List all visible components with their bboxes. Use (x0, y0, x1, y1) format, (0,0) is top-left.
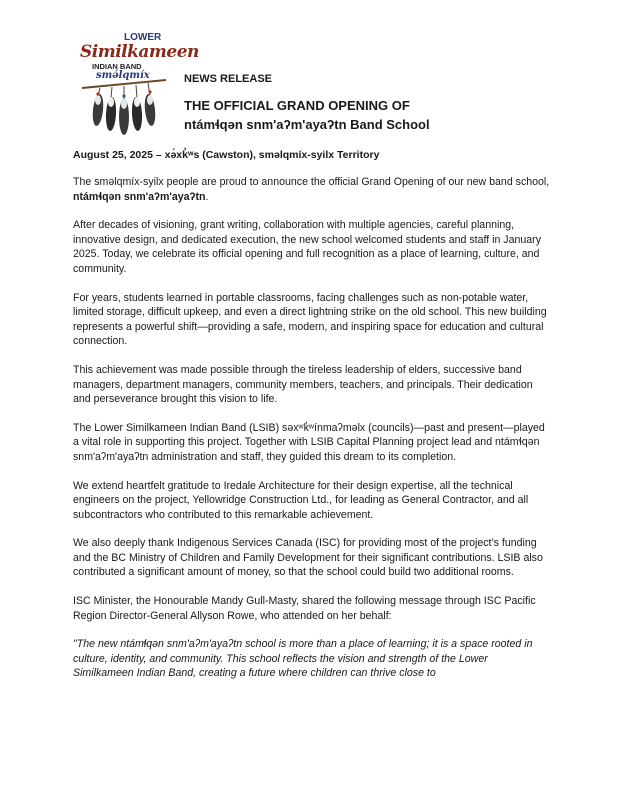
logo-text-indian-band: INDIAN BAND (92, 62, 142, 71)
paragraph-history: After decades of visioning, grant writing, collaboration with multiple agencies, careful planning, innovative design, and dedicated execution, the new school welcomed students and staff in January 2025. Today, we celebrate its official opening and full recognition as a place of learning, culture, and community. (73, 219, 541, 275)
headline-line-1: THE OFFICIAL GRAND OPENING OF (184, 98, 410, 113)
school-name: ntámɬqən snm'aʔm'ayaʔtn (73, 190, 206, 203)
news-release-label: NEWS RELEASE (184, 73, 273, 85)
headline-line-2: ntámɬqən snm'aʔm'ayaʔtn Band School (184, 117, 430, 132)
paragraph-text: . (205, 190, 209, 203)
logo-text-similkameen: Similkameen (80, 42, 199, 62)
dateline: August 25, 2025 – xə́xk̓ʷs (Cawston), sməlqmíx-syilx Territory (73, 149, 380, 161)
paragraph-funding: We also deeply thank Indigenous Services Canada (ISC) for providing most of the project’s funding and the BC Ministry of Children and Family Development for their significant contributions. LSIB also contributed a significant amount of money, so that the school could build two additional rooms. (73, 537, 543, 579)
logo-text-smelqmix: smə́lqmíx (96, 70, 150, 81)
article-body (73, 175, 551, 695)
paragraph-minister: ISC Minister, the Honourable Mandy Gull-Masty, shared the following message through ISC Pacific Region Director-General Allyson Rowe, who attended on her behalf: (73, 595, 536, 622)
minister-quote: "The new ntámɬqən snm'aʔm'ayaʔtn school is more than a place of learning; it is a space rooted in culture, identity, and community. This school reflects the vision and strength of the Lower Similkameen Indian Band, creating a future where children can thrive close to (73, 638, 533, 680)
paragraph-leadership: This achievement was made possible through the tireless leadership of elders, successive band managers, department managers, community members, teachers, and principals. Their dedication and perseverance brought this vision to life. (73, 363, 533, 406)
paragraph-announcement (73, 175, 551, 204)
logo-text-lower: LOWER (124, 32, 162, 43)
paragraph-challenges: For years, students learned in portable classrooms, facing challenges such as non-potable water, limited storage, difficult upkeep, and even a direct lightning strike on the old school. This new building represents a powerful shift—providing a safe, modern, and inspiring space for education and cultural connection. (73, 291, 547, 348)
paragraph-councils: The Lower Similkameen Indian Band (LSIB) səxʷk̓ʷínmaʔməlx (councils)—past and present—played a vital role in supporting this project. Together with LSIB Capital Planning project lead and ntámɬqən snm'aʔm'ayaʔtn administration and staff, they guided this dream to its completion. (73, 421, 545, 463)
paragraph-gratitude: We extend heartfelt gratitude to Iredale Architecture for their design expertise, all the technical engineers on the project, Yellowridge Construction Ltd., for leading as General Contractor, and all subcontractors who contributed to this remarkable achievement. (73, 479, 529, 521)
band-logo (78, 30, 199, 138)
paragraph-text: The sməlqmíx-syilx people are proud to announce the official Grand Opening of our new band school, (73, 176, 550, 188)
